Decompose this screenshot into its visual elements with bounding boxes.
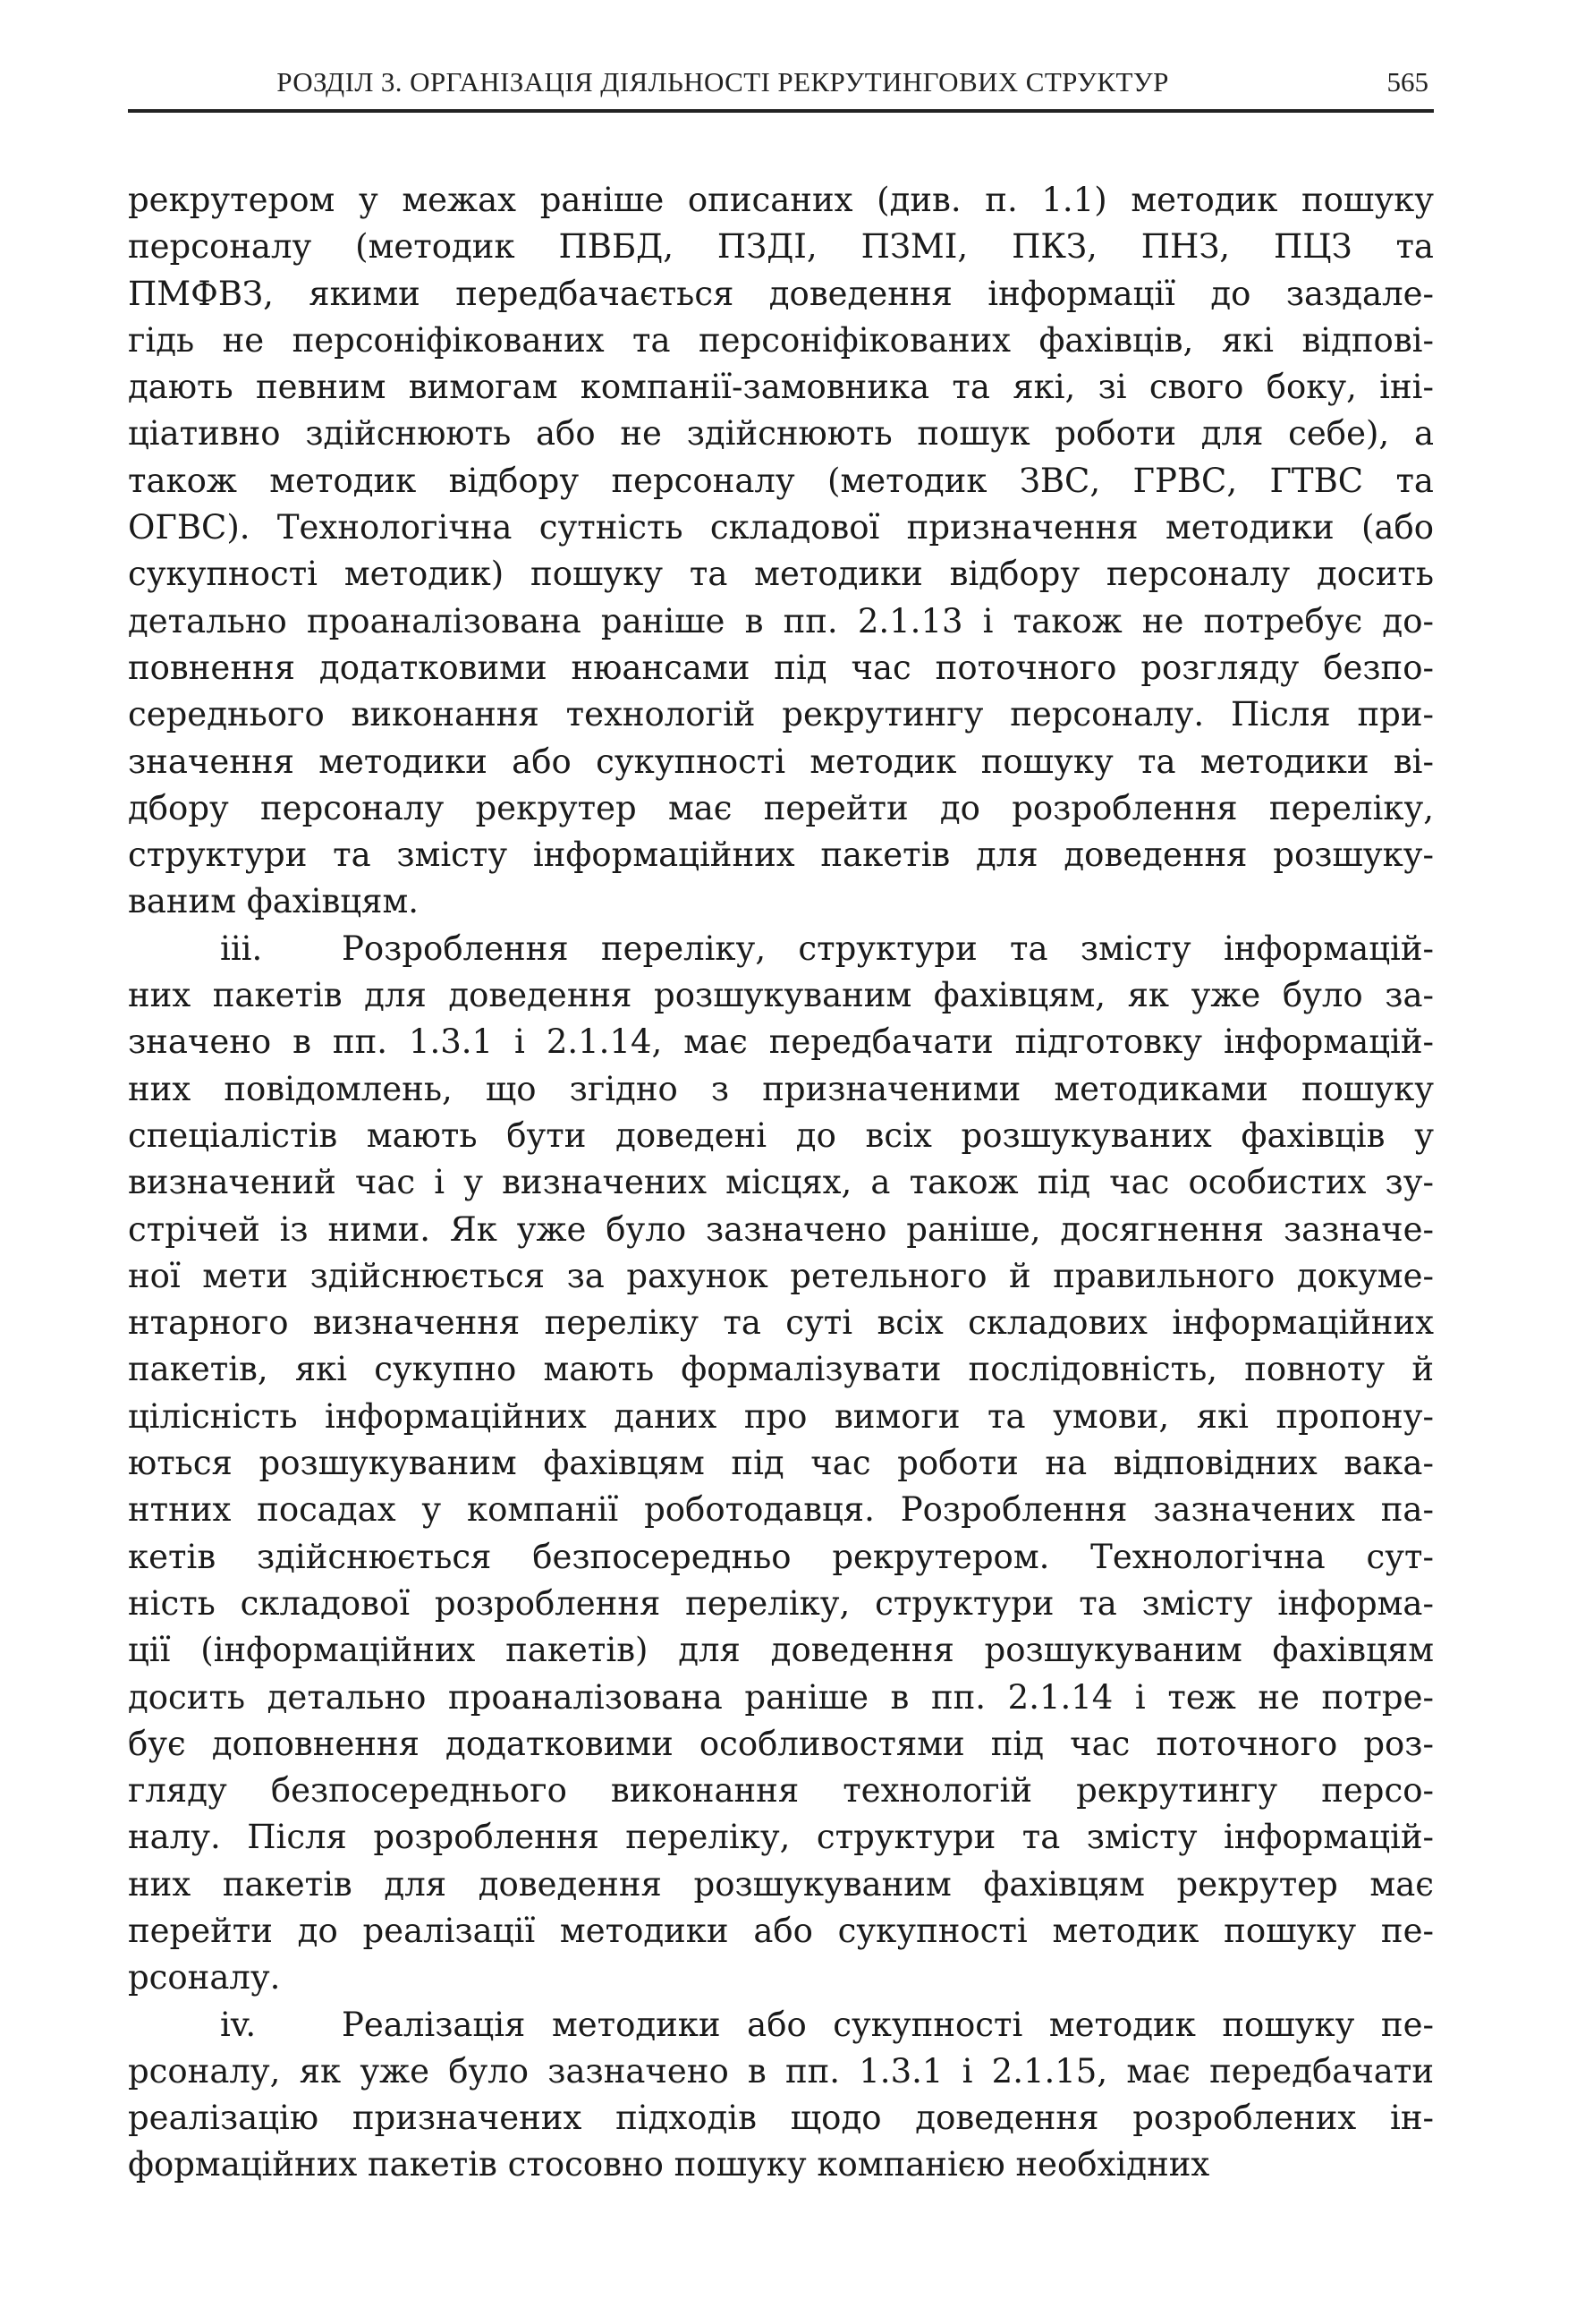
- text-line: [128, 458, 1434, 505]
- line-text: ність складової розроблення переліку, структури та змісту інформа-: [128, 1583, 1434, 1623]
- line-text: кетів здійснюється безпосередньо рекрутером. Технологічна сут-: [128, 1537, 1434, 1576]
- line-text: гідь не персоніфікованих та персоніфікованих фахівців, які відпові-: [128, 320, 1434, 360]
- text-line: [128, 2002, 1434, 2048]
- text-line: [128, 364, 1434, 411]
- text-line: [128, 645, 1434, 691]
- line-text: Реалізація методики або сукупності методик пошуку пе-: [342, 2005, 1434, 2044]
- line-text: досить детально проаналізована раніше в пп. 2.1.14 і теж не потре-: [128, 1677, 1434, 1717]
- text-line: [128, 739, 1434, 785]
- text-line: [128, 2142, 1434, 2188]
- line-text: реалізацію призначених підходів щодо доведення розроблених ін-: [128, 2099, 1434, 2138]
- page-body: [128, 177, 1434, 2189]
- page-number: 565: [1386, 66, 1428, 98]
- text-line: [128, 972, 1434, 1019]
- paragraph: [128, 2002, 1434, 2189]
- text-line: [128, 1207, 1434, 1253]
- paragraph: [128, 926, 1434, 2002]
- line-text: перейти до реалізації методики або сукупності методик пошуку пе-: [128, 1911, 1434, 1950]
- line-text: них пакетів для доведення розшукуваним фахівцям рекрутер має: [128, 1864, 1434, 1904]
- text-line: [128, 1066, 1434, 1113]
- line-text: дають певним вимогам компанії-замовника та які, зі свого боку, іні-: [128, 368, 1434, 407]
- line-text: також методик відбору персоналу (методик ЗВС, ГРВС, ГТВС та: [128, 461, 1434, 500]
- text-line: [128, 1768, 1434, 1814]
- line-text: значено в пп. 1.3.1 і 2.1.14, має передбачати підготовку інформацій-: [128, 1022, 1434, 1062]
- text-line: [128, 598, 1434, 645]
- text-line: [128, 2095, 1434, 2142]
- line-text: пакетів, які сукупно мають формалізувати послідовність, повноту й: [128, 1350, 1434, 1389]
- line-text: структури та змісту інформаційних пакетів для доведення розшуку-: [128, 835, 1434, 875]
- paragraph: [128, 177, 1434, 926]
- text-line: [128, 1019, 1434, 1065]
- text-line: [128, 1487, 1434, 1533]
- line-text: стрічей із ними. Як уже було зазначено раніше, досягнення зазначе-: [128, 1209, 1434, 1249]
- text-line: [128, 1394, 1434, 1440]
- line-text: значення методики або сукупності методик пошуку та методики ві-: [128, 742, 1434, 781]
- text-line: [128, 177, 1434, 224]
- text-line: [128, 1440, 1434, 1487]
- line-text: ної мети здійснюється за рахунок ретельного й правильного докуме-: [128, 1256, 1434, 1295]
- text-line: [128, 318, 1434, 364]
- text-line: [128, 1346, 1434, 1393]
- line-text: ються розшукуваним фахівцям під час роботи на відповідних вака-: [128, 1444, 1434, 1483]
- text-line: [128, 1862, 1434, 1908]
- line-text: рсоналу, як уже було зазначено в пп. 1.3.1 і 2.1.15, має передбачати: [128, 2051, 1434, 2091]
- line-text: ваним фахівцям.: [128, 882, 419, 921]
- list-marker: iii.: [220, 929, 263, 968]
- line-text: визначений час і у визначених місцях, а також під час особистих зу-: [128, 1163, 1434, 1202]
- text-line: [128, 832, 1434, 878]
- line-text: ОГВС). Технологічна сутність складової призначення методики (або: [128, 508, 1434, 547]
- text-line: [128, 1721, 1434, 1768]
- line-text: середнього виконання технологій рекрутингу персоналу. Після при-: [128, 695, 1434, 734]
- text-line: [128, 1253, 1434, 1300]
- text-line: [128, 551, 1434, 598]
- line-text: ції (інформаційних пакетів) для доведення розшукуваним фахівцям: [128, 1631, 1434, 1670]
- text-line: [128, 224, 1434, 270]
- line-text: персоналу (методик ПВБД, ПЗДІ, ПЗМІ, ПКЗ, ПНЗ, ПЦЗ та: [128, 227, 1434, 267]
- line-text: них повідомлень, що згідно з призначеними методиками пошуку: [128, 1069, 1434, 1108]
- text-line: [128, 785, 1434, 832]
- list-marker: iv.: [220, 2005, 257, 2044]
- line-text: гляду безпосереднього виконання технологій рекрутингу персо-: [128, 1771, 1434, 1811]
- text-line: [128, 1300, 1434, 1346]
- text-line: [128, 1627, 1434, 1674]
- text-line: [128, 1675, 1434, 1721]
- text-line: [128, 1908, 1434, 1955]
- line-text: ПМФВЗ, якими передбачається доведення інформації до заздале-: [128, 274, 1434, 313]
- line-text: ціативно здійснюють або не здійснюють пошук роботи для себе), а: [128, 414, 1434, 454]
- line-text: Розроблення переліку, структури та змісту інформацій-: [342, 929, 1434, 968]
- line-text: сукупності методик) пошуку та методики відбору персоналу досить: [128, 555, 1434, 594]
- text-line: [128, 1581, 1434, 1627]
- line-text: повнення додатковими нюансами під час поточного розгляду безпо-: [128, 648, 1434, 687]
- text-line: [128, 1113, 1434, 1159]
- line-text: спеціалістів мають бути доведені до всіх розшукуваних фахівців у: [128, 1115, 1434, 1155]
- text-line: [128, 1955, 1434, 2001]
- line-text: формаційних пакетів стосовно пошуку компанією необхідних: [128, 2145, 1210, 2184]
- line-text: дбору персоналу рекрутер має перейти до розроблення переліку,: [128, 788, 1434, 827]
- text-line: [128, 411, 1434, 457]
- text-line: [128, 1534, 1434, 1581]
- line-text: них пакетів для доведення розшукуваним фахівцям, як уже було за-: [128, 976, 1434, 1015]
- text-line: [128, 1814, 1434, 1861]
- line-text: бує доповнення додатковими особливостями під час поточного роз-: [128, 1724, 1434, 1763]
- line-text: нтарного визначення переліку та суті всіх складових інформаційних: [128, 1303, 1434, 1343]
- line-text: рсоналу.: [128, 1958, 281, 1997]
- line-text: цілісність інформаційних даних про вимоги та умови, які пропону-: [128, 1396, 1434, 1436]
- text-line: [128, 505, 1434, 551]
- line-text: рекрутером у межах раніше описаних (див. п. 1.1) методик пошуку: [128, 181, 1434, 219]
- line-text: налу. Після розроблення переліку, структури та змісту інформацій-: [128, 1818, 1434, 1857]
- text-line: [128, 1159, 1434, 1206]
- running-head: РОЗДІЛ 3. ОРГАНІЗАЦІЯ ДІЯЛЬНОСТІ РЕКРУТИНГОВИХ СТРУКТУР: [276, 66, 1169, 98]
- text-line: [128, 2048, 1434, 2095]
- text-line: [128, 878, 1434, 925]
- line-text: нтних посадах у компанії роботодавця. Розроблення зазначених па-: [128, 1490, 1434, 1530]
- text-line: [128, 271, 1434, 318]
- page-header: [128, 64, 1434, 113]
- text-line: [128, 926, 1434, 972]
- text-line: [128, 691, 1434, 738]
- line-text: детально проаналізована раніше в пп. 2.1.13 і також не потребує до-: [128, 601, 1434, 640]
